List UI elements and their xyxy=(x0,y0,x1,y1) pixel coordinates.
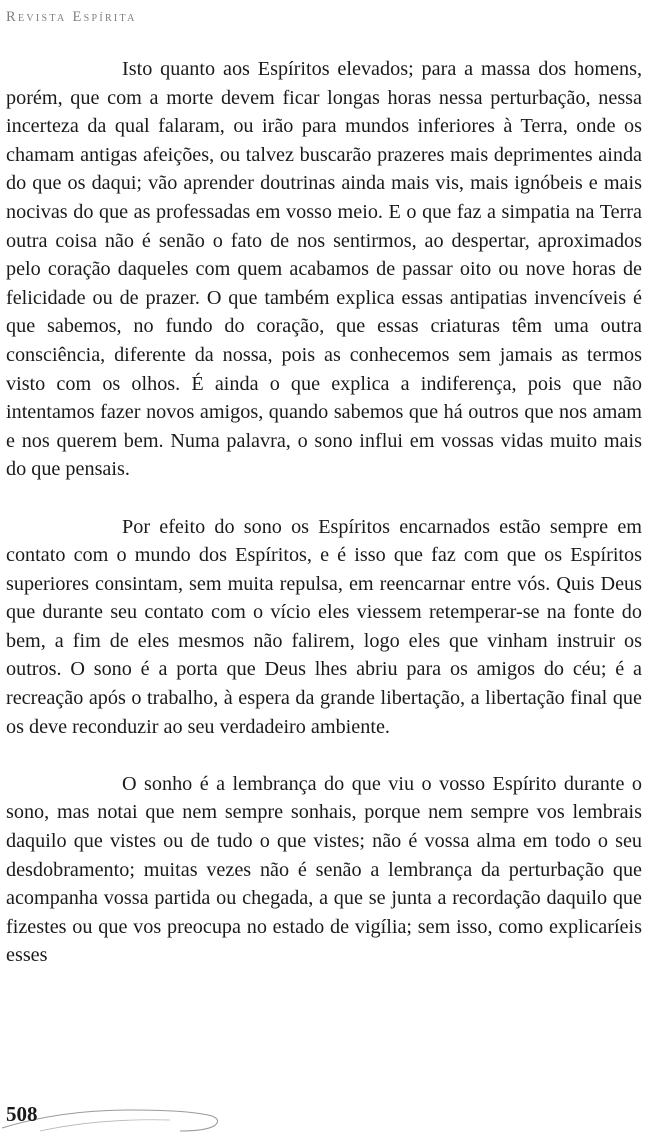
paragraph-1: Isto quanto aos Espíritos elevados; para a massa dos homens, porém, que com a morte devem ficar longas horas nessa perturbação, nessa incerteza da qual falaram, ou irão para mundos inferiores à Terra, onde os chamam antigas afeições, ou talvez buscarão prazeres mais deprimentes ainda do que os daqui; vão aprender doutrinas ainda mais vis, mais ignóbeis e mais nocivas do que as professadas em vosso meio. E o que faz a simpatia na Terra outra coisa não é senão o fato de nos sentirmos, ao despertar, aproximados pelo coração daqueles com quem acabamos de passar oito ou nove horas de felicidade ou de prazer. O que também explica essas antipatias invencíveis é que sabemos, no fundo do coração, que essas criaturas têm uma outra consciência, diferente da nossa, pois as conhecemos sem jamais as termos visto com os olhos. É ainda o que explica a indiferença, pois que não intentamos fazer novos amigos, quando sabemos que há outros que nos amam e nos querem bem. Numa palavra, o sono influi em vossas vidas muito mais do que pensais. xyxy=(6,58,642,481)
running-header: Revista Espírita xyxy=(6,9,137,25)
page-footer xyxy=(0,1098,646,1133)
body-text xyxy=(6,55,642,970)
paragraph-2: Por efeito do sono os Espíritos encarnados estão sempre em contato com o mundo dos Espíritos, e é isso que faz com que os Espíritos superiores consintam, sem muita repulsa, em reencarnar entre vós. Quis Deus que durante seu contato com o vício eles viessem retemperar-se na fonte do bem, a fim de eles mesmos não falirem, logo eles que vinham instruir os outros. O sono é a porta que Deus lhes abriu para os amigos do céu; é a recreação após o trabalho, à espera da grande libertação, a libertação final que os deve reconduzir ao seu verdadeiro ambiente. xyxy=(6,515,642,738)
page-number: 508 xyxy=(6,1102,38,1126)
paragraph-3: O sonho é a lembrança do que viu o vosso Espírito durante o sono, mas notai que nem sempre sonhais, porque nem sempre vos lembrais daquilo que vistes ou de tudo o que vistes; não é vossa alma em todo o seu desdobramento; muitas vezes não é senão a lembrança da perturbação que acompanha vossa partida ou chegada, a que se junta a recordação daquilo que fizestes ou que vos preocupa no estado de vigília; sem isso, como explicaríeis esses xyxy=(6,772,642,967)
